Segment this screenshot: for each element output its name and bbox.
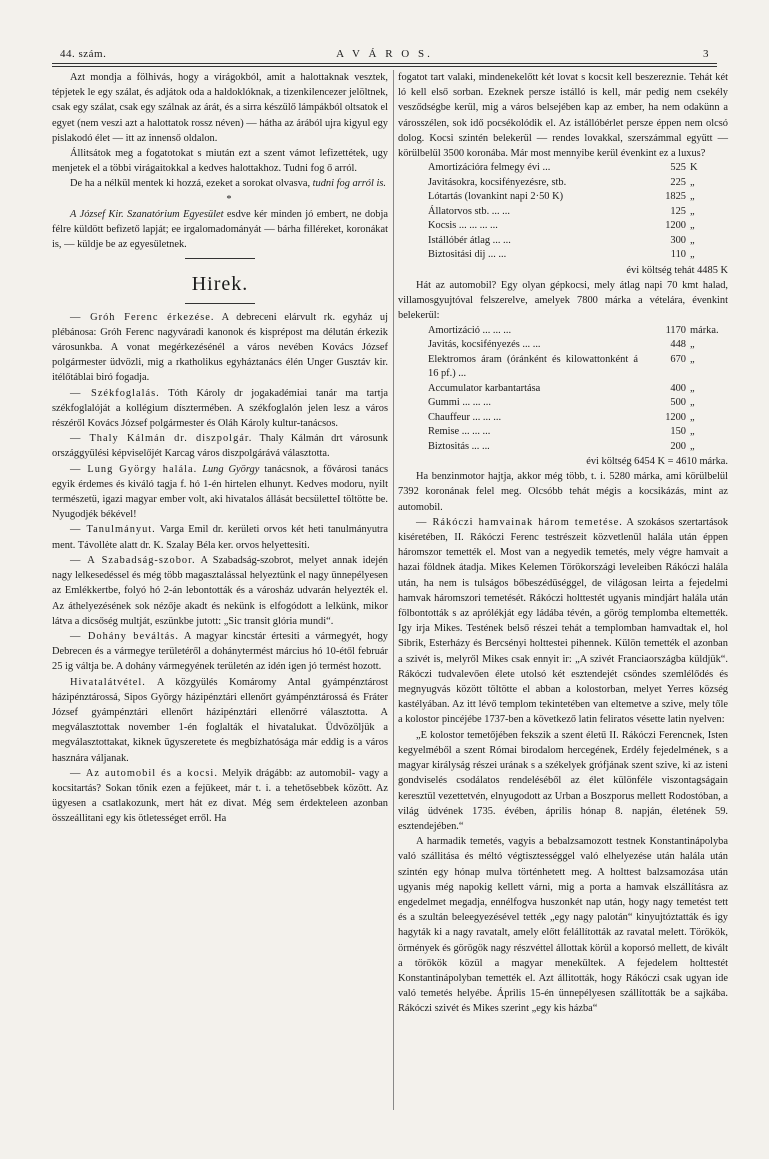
header-rule-double [52,66,717,67]
news-item [52,431,388,461]
cost-unit: „ [690,426,695,438]
cost-value: 225 [670,176,686,188]
cost-value: 448 [670,339,686,351]
paragraph: A harmadik temetés, vagyis a bebalzsamozott testnek Konstantinápolyba való szállitása és méltó végtisztességgel való elhelyezése után halála után szintén egy hónap mulva történhetett meg. A holttest balzsamozása után ugyanis még napokig kellett várni, mig a porta a hamvak elszállításra az engedelmet megadja, ennélfogva huszonkét nap után, hogy nagy temetést tett és a szultán beleegyezésével tették „egy nagy palotán“ kinyujtóztatták és igy hagyták ki a nagy ravatalt, amely előtt felállították az ravatal melett. Törökök, örmények és görögök nagy részvéttel állottak körül a koporsó mellett, de kivált a törökök közül a magyar menekültek. A fejedelem holttestét Konstantinápolyban temették el. Azt állitották, hogy Rákóczi csak ugyan ide való temetés helyébe. Április 15-én ünnepélyesen szállították be a sajkába. Rákóczi szivét és Mikes szerint „egy kis házba“ [398,836,728,1015]
news-headline: — Gróh Ferenc érkezése. [70,311,215,323]
news-headline: Hivatalátvétel. [70,676,146,688]
cost-value: 1825 [665,191,686,203]
cost-row [398,382,728,397]
news-headline: — A Szabadság-szobor. [70,554,196,566]
cost-label: Javitásokra, kocsifényezésre, stb. [428,176,567,188]
cost-label: Lótartás (lovankint napi 2·50 K) [428,191,564,203]
cost-label: Javitás, kocsifényezés ... ... [428,339,541,351]
cost-value: 1170 [665,324,686,336]
news-body: Varga Emil dr. kerületi orvos két heti tanulmányutra ment. Távollėte alatt dr. K. Szalay Béla ker. orvos helyettesiti. [52,524,388,551]
carriage-cost-total: évi költség tehát 4485 K [626,264,728,276]
emphasis-text: Lung György [202,463,260,475]
cost-label: Remise ... ... ... [428,426,491,438]
cost-row [398,234,728,249]
news-item [52,553,388,629]
news-item [398,515,728,728]
section-rule [185,303,255,304]
news-headline: — Tanulmányut. [70,524,156,536]
cost-row [398,425,728,440]
news-item [52,522,388,552]
cost-value: 200 [670,440,686,452]
cost-unit: „ [690,397,695,409]
news-body: A közgyülés Komáromy Antal gyámpénztárost házipénztárossá, Sipos György házipénztári ellenőrt gyámpénztárossá és Fráter József gyámpénztári ellenőrt házipénztári ellenőrré választotta. A megválasztottak november 1-én foglalták el hivatalukat. Üdvözöljük a megválasztottakat, kiknek ügyszeretete és megbízhatósága már eddig is a város hasznára váljanak. [52,676,388,764]
cost-row [398,176,728,191]
column-divider [393,70,394,1110]
cost-unit: „ [690,249,695,261]
news-item [52,629,388,675]
cost-unit: márka. [690,324,719,336]
cost-value: 110 [670,249,686,261]
cost-unit: „ [690,220,695,232]
cost-unit: „ [690,205,695,217]
inscription-quote: „E kolostor temetőjében fekszik a szent életű II. Rákóczi Ferencnek, Isten kegyelméből a szent Római birodalom hercegének, Erdély fejedelmének, s a magyar királyság részei urának s a székelyek grófjának szent szive, ki az isteni gondviselés csodálatos rendeléséből az élet különféle viszontagságain keresztül vezettetvén, elnyugodott az Urban a Boszporus mellett Rodostóban, a világ üdvének 1735. évében, április hónap 8. napján, életének 59. esztendejében.“ [398,729,728,832]
cost-label: Chauffeur ... ... ... [428,411,502,423]
cost-label: Amortizációra felmegy évi ... [428,162,551,174]
paragraph [52,207,388,253]
cost-label: Accumulator karbantartása [428,382,541,394]
news-body: A magyar kincstár értesiti a vármegyét, hogy Debrecen és a vármegye területéről a dohánytermést március hó 10-étől február 25 ig váltja be. A dohány vármegyének területén az idén igen jó termést hozott. [52,630,388,673]
news-body: A szokásos szertartások kiséretében, II. Rákóczi Ferenc testrészeit közvetlenül halála után éppen háromszor temették el. Most van a negyedik temetés, mely végre hamvait a hazai földnek átadja. Mikes Kelemen Törökországi leveleiben Rákóczi halála után, ha nem is tulságos bőbeszédüséggel, de világosan leirta a fejedelmi hamvak háromszori temetését. Rákóczi holttestét ugyanis mindjárt halála után fölbontották s az aprólékját egy ládába tévén, a görög templomba eltemették. Igy irja Mikes. Testének belső részei tehát a templomban hamvadtak el, hol Sibrik, Esterházy és Bercsényi holttestei pihennek. Külön temették el azonban a szivét is, melyről Mikes csak ennyit ir: „A szivét Franciaországba küldjük“. Rákóczi tudvalevően élete utolsó két esztendejét csöndes szemlélődés és megnyugvás között töltötte el abban a kolostorban, melyet Yerres község kastélyában. Az itt lévő templom tekintetében van eltemetve a szive, mely tőle a kolostor pincéjébe 1737-ben a következő latin feliratos vésette latin nyelven: [398,516,729,726]
cost-value: 1200 [665,411,686,423]
news-item [52,462,388,523]
paragraph: fogatot tart valaki, mindenekelőtt két lovat s kocsit kell beszereznie. Tehát két ló kell első sorban. Ezeknek persze istálló is kell, már pedig nem csekély vesződségbe kerül, mig a város belsejében kap az ember, ha nem odakünn a városszélen, sok idő pocsékolódik el. Az istállóbérlet persze éppen nem olcsó dolog. Kocsi szintén belekerül — rendes lovakkal, szerszámmal együtt — körülbelül 3500 koronába. Már most mennyibe kerül évenkint ez a luxus? [398,72,728,160]
page-number: 3 [703,48,709,60]
left-column [52,70,388,827]
section-title-hirek: Hirek. [191,273,249,296]
paragraph-text: esdve kér minden jó embert, ne dobja félre küldött befizető lapját; ee irgalomadományát — bárha filléreket, koronákat is, — küldje be az egyesületnek. [52,208,388,251]
cost-label: Biztositási dij ... ... [428,249,507,261]
news-item [52,386,388,432]
paragraph [52,176,388,191]
cost-unit: „ [690,176,695,188]
news-body: tanácsnok, a fővárosi tanács egyik érdemes és kiváló tagja f. hó 1-én hirtelen elhunyt. Kedves modoru, nyilt természetü, igazi magyar ember volt, aki hivatalos állását becsületteI töltötte be. Nyugodjék békével! [52,463,389,521]
automobile-cost-table [398,324,728,455]
news-body: Melyik drágább: az automobil- vagy a kocsitartás? Sokan tőnik ezen a fejükeet, már t. i. a tehetősebbek között. Az ügyesen a csatlakozunk, mert hát ez divat. Még sem érdekteleen azonban összeállitani egy kis ötletességet erről. Ha [52,767,388,825]
automobile-cost-total: évi költség 6454 K = 4610 márka. [586,456,728,468]
cost-label: Amortizáció ... ... ... [428,324,512,336]
paragraph: Azt mondja a fölhivás, hogy a virágokból, amit a halottaknak vesztek, tépjetek le egy szálat, és adjátok oda a haldoklóknak, a tizenkilencezer jelöltnek, csak egy szálat, csak egy szálnak az árát, és a sirra készülő lámpákból oltsatok el egyet (nem veszi azt a halottatok rossz néven) — hátha az árából ujra kigyul egy pislakodó élet — itt az innenső oldalon. [52,72,388,144]
cost-label: Állatorvos stb. ... ... [428,205,510,217]
news-body: A debreceni elárvult rk. egyház uj plébánosa: Gróh Ferenc nagyváradi kanonok és kisprépost ma délután érkezik városunkba. A vonat megérkezésénél a város nevében Kovács József polgármester üdvözli, mig a rkatholikus egyháztanács élén Unger Gusztáv kir. itélőtáblai biró fogadja. [52,311,388,384]
news-item [52,310,388,386]
paragraph: Hát az automobil? Egy olyan gépkocsi, mely átlag napi 70 kmt halad, villamosgyujtóval felszerelve, amelyek 7800 márka a vételára, évenkint belekerül: [398,279,728,322]
cost-unit: „ [690,411,695,423]
right-column [398,70,728,1017]
paragraph: Ha benzinmotor hajtja, akkor még több, t. i. 5280 márka, ami körülbelül 7392 koronának felel meg. Olcsóbb tehát mégis a kocsikázás, mint az automobil. [398,471,728,513]
cost-label: Gummi ... ... ... [428,397,491,409]
cost-unit: K [690,162,698,174]
cost-unit: „ [690,353,695,365]
cost-value: 1200 [665,220,686,232]
news-body: Thaly Kálmán drt városunk országgyülési képviselőjét Karcag város diszpolgárává választotta. [52,433,388,460]
news-body: A Szabadság-szobrot, melyet annak idején nagy lelkesedéssel és még több magasztalással helyeztünk el nagy ünnepélyesen az Emlékkertbe, folyó hó 2-án lebontották és a városház udvarán helyezték el. Az áthelyezésének sok nézője akadt és nekünk is elfogódott a lelkünk, mikor látva a dicsőség multját, eszünkbe jutott: „Sic transit glória mundi“. [52,554,388,627]
cost-value: 525 [670,162,686,174]
cost-row [398,190,728,205]
issue-number: 44. szám. [60,48,107,60]
cost-label: Kocsis ... ... ... ... [428,220,498,232]
cost-label: Biztositás ... ... [428,440,490,452]
page-header [60,48,709,62]
news-headline: — Dohány beváltás. [70,630,179,642]
cost-unit: „ [690,440,695,452]
cost-unit: „ [690,191,695,203]
news-item [52,675,388,766]
cost-row [398,396,728,411]
cost-row [398,338,728,353]
news-body: Tóth Károly dr jogakadémiai tanár ma tartja székfoglalóját a kollégium dísztermében. A székfoglalón jelen lesz a város részéről Kovács József polgármester és Oláh Károly kultur-tanácsos. [52,387,388,430]
separator-star: * [226,193,232,205]
cost-row [398,248,728,263]
cost-row [398,353,728,382]
cost-value: 500 [670,397,686,409]
cost-unit: „ [690,234,695,246]
cost-row [398,440,728,455]
cost-unit: „ [690,339,695,351]
news-headline: — Székfoglalás. [70,387,160,399]
header-rule [52,63,717,64]
cost-value: 125 [670,205,686,217]
paragraph: Állitsátok meg a fogatotokat s miután ezt a szent vámot lefizettétek, ugy menjetek el a többi virágaitokkal a kedves halottakhoz. Tudni fog ő arról. [52,148,388,175]
paragraph-text: De ha a nélkül mentek ki hozzá, ezeket a sorokat olvasva, [70,178,311,190]
cost-row [398,219,728,234]
news-item [52,766,388,827]
carriage-cost-table [398,161,728,263]
cost-label: Elektromos áram (óránként és kilowattonként á 16 pf.) ... [428,353,638,380]
cost-label: Istállóbér átlag ... ... [428,234,511,246]
emphasis-text: tudni fog arról is. [312,178,386,190]
section-rule [185,258,255,259]
cost-row [398,324,728,339]
cost-value: 300 [670,234,686,246]
cost-value: 400 [670,382,686,394]
cost-row [398,161,728,176]
news-headline: — Lung György halála. [70,463,198,475]
news-headline: — Az automobil és a kocsi. [70,767,218,779]
news-headline: — Thaly Kálmán dr. diszpolgár. [70,433,253,445]
cost-unit: „ [690,382,695,394]
cost-row [398,205,728,220]
news-headline: — Rákóczi hamvainak három temetése. [416,516,623,528]
organization-name: A József Kir. Szanatórium Egyesület [70,208,224,220]
newspaper-title: A V Á R O S. [336,48,433,60]
cost-row [398,411,728,426]
cost-value: 150 [670,426,686,438]
cost-value: 670 [670,353,686,365]
